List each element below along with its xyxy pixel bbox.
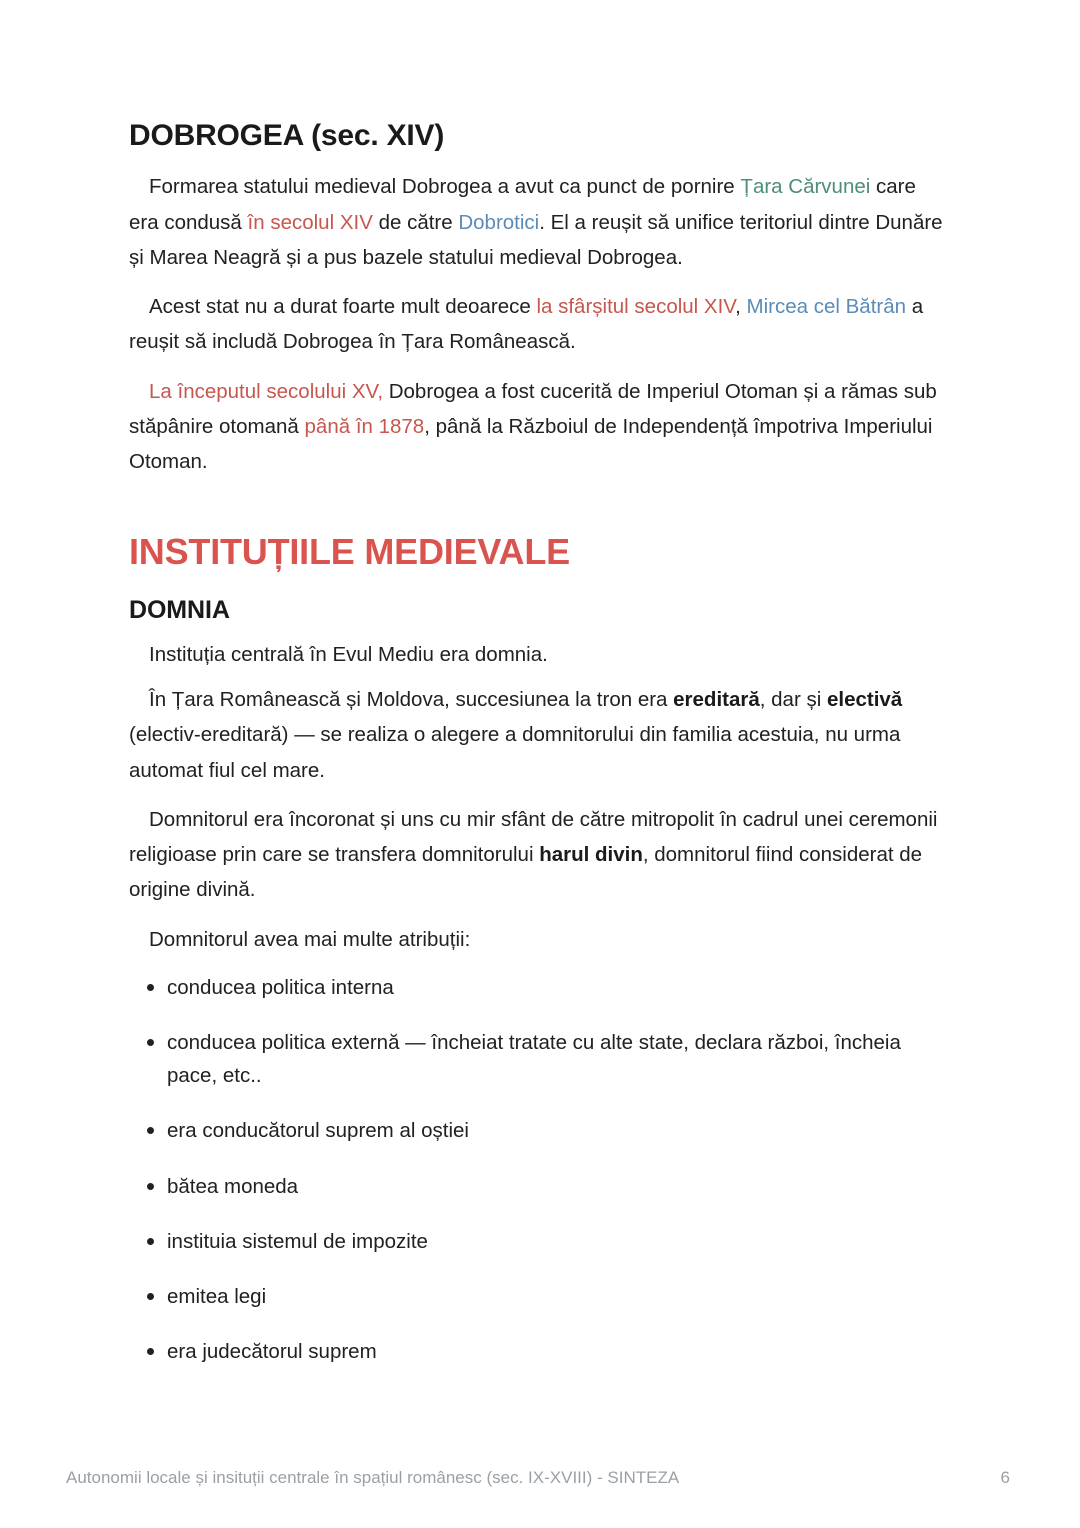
text-run: Formarea statului medieval Dobrogea a avut ca punct de pornire bbox=[149, 175, 741, 199]
paragraph-dobrogea-2 bbox=[129, 289, 951, 360]
highlight-pana-in-1878: până în 1878 bbox=[304, 414, 425, 438]
list-item: instituia sistemul de impozite bbox=[129, 1225, 951, 1258]
highlight-la-inceputul-secolului-xv: La începutul secolului XV, bbox=[149, 379, 384, 403]
paragraph-dobrogea-3 bbox=[129, 374, 951, 480]
list-item: era conducătorul suprem al oștiei bbox=[129, 1114, 951, 1147]
text-run: care era condusă bbox=[129, 175, 916, 234]
emphasis-harul-divin: harul divin bbox=[539, 843, 643, 867]
list-item: emitea legi bbox=[129, 1280, 951, 1313]
highlight-mircea-cel-batran: Mircea cel Bătrân bbox=[746, 295, 907, 319]
highlight-tara-carvunei: Țara Cărvunei bbox=[740, 175, 871, 199]
paragraph-domnia-1: Instituția centrală în Evul Mediu era domnia. bbox=[149, 642, 548, 666]
text-run: a reușit să includă Dobrogea în Țara Românească. bbox=[129, 295, 924, 354]
text-run: de către bbox=[372, 210, 459, 234]
text-run: , bbox=[735, 295, 747, 319]
emphasis-electiva: electivă bbox=[826, 688, 903, 712]
list-item: conducea politica externă — încheiat tratate cu alte state, declara război, încheia pace, etc.. bbox=[129, 1026, 951, 1092]
footer-document-title: Autonomii locale și insituții centrale în spațiul românesc (sec. IX-XVIII) - SINTEZA bbox=[66, 1468, 680, 1487]
list-atributii-domnitor bbox=[129, 971, 951, 1369]
page-footer bbox=[66, 1468, 1014, 1488]
paragraph-dobrogea-1 bbox=[129, 169, 951, 275]
text-run: (electiv-ereditară) — se realiza o alegere a domnitorului din familia acestuia, nu urma automat fiul cel mare. bbox=[129, 723, 901, 782]
emphasis-ereditara: ereditară bbox=[673, 688, 760, 712]
text-run: . El a reușit să unifice teritoriul dintre Dunăre și Marea Neagră și a pus bazele statului medieval Dobrogea. bbox=[129, 210, 943, 269]
text-run: , domnitorul fiind considerat de origine divină. bbox=[129, 843, 923, 902]
heading-domnia: DOMNIA bbox=[129, 595, 230, 624]
text-run: Dobrogea a fost cucerită de Imperiul Otoman și a rămas sub stăpânire otomană bbox=[129, 379, 937, 438]
list-item: bătea moneda bbox=[129, 1170, 951, 1203]
heading-dobrogea: DOBROGEA (sec. XIV) bbox=[129, 119, 445, 152]
list-item: conducea politica interna bbox=[129, 971, 951, 1004]
footer-page-number: 6 bbox=[1000, 1468, 1010, 1487]
highlight-in-secolul-xiv: în secolul XIV bbox=[247, 210, 373, 234]
text-run: Domnitorul era încoronat și uns cu mir sfânt de către mitropolit în cadrul unei ceremonii religioase prin care se transfera domnitorului bbox=[129, 807, 938, 867]
text-run: , până la Războiul de Independență împotriva Imperiului Otoman. bbox=[129, 414, 933, 474]
heading-institutiile-medievale: INSTITUȚIILE MEDIEVALE bbox=[129, 531, 570, 573]
paragraph-domnia-4: Domnitorul avea mai multe atribuții: bbox=[149, 927, 471, 951]
text-run: În Țara Românească și Moldova, succesiunea la tron era bbox=[149, 688, 674, 712]
text-run: Acest stat nu a durat foarte mult deoarece bbox=[149, 295, 537, 319]
text-run: , dar și bbox=[759, 688, 827, 712]
paragraph-domnia-2 bbox=[129, 682, 951, 788]
list-item: era judecătorul suprem bbox=[129, 1335, 951, 1368]
page-content bbox=[129, 118, 951, 1390]
highlight-la-sfarsitul-secolul-xiv: la sfârșitul secolul XIV bbox=[536, 295, 736, 319]
paragraph-domnia-3 bbox=[129, 802, 951, 908]
highlight-dobrotici: Dobrotici bbox=[458, 210, 540, 234]
